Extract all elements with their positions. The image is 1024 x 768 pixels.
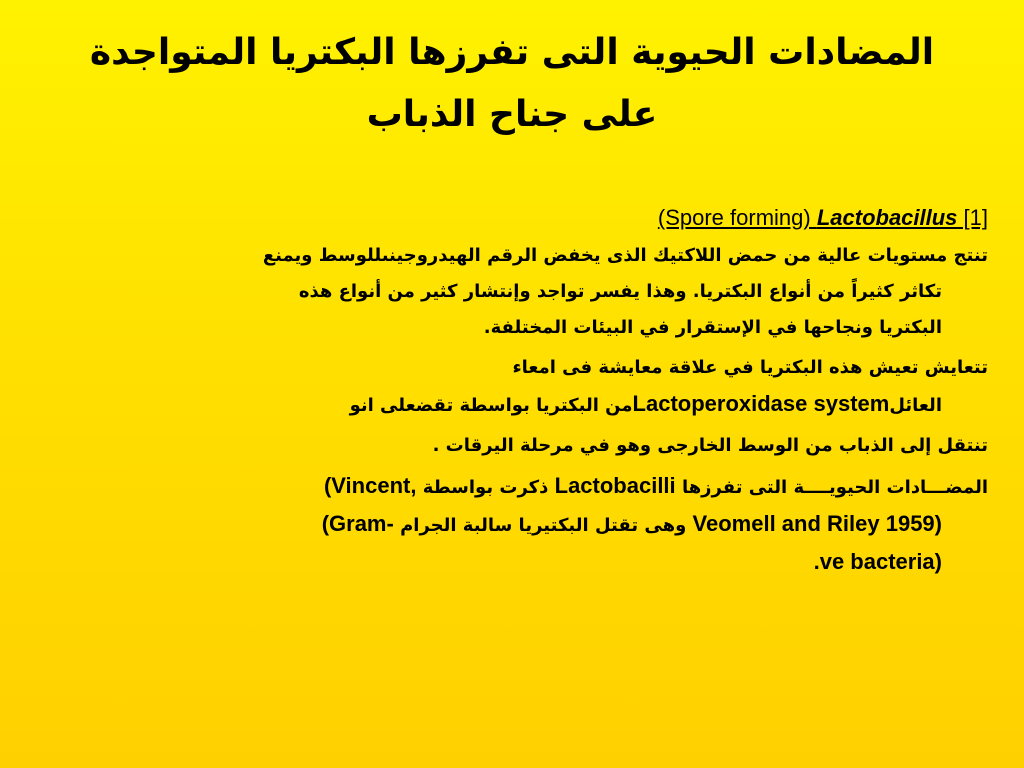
paragraph-4-line-1-start: المضـــادات الحيويــــة التى تفرزها [675, 477, 988, 498]
paragraph-1-line-2: تكاثر كثيراً من أنواع البكتريا. وهذا يفسر تواجد وإنتشار كثير من أنواع هذه [298, 281, 942, 302]
paragraph-4-line-1-mid: ذكرت بواسطة [416, 477, 555, 498]
heading-suffix: [1] [957, 205, 988, 230]
paragraph-2-line-2 [38, 386, 988, 424]
title-line-1: المضادات الحيوية التى تفرزها البكتريا المتواجدة [89, 32, 935, 73]
title-line-2: على جناح الذباب [366, 94, 658, 135]
paragraph-2-latin-term: Lactoperoxidase system [632, 391, 890, 416]
paragraph-2-line-2-end: من البكتريا بواسطة تقضعلى انو [349, 395, 633, 416]
paragraph-2-line-1: تتعايش تعيش هذه البكتريا في علاقة معايشة فى امعاء [512, 357, 988, 378]
section-heading [38, 202, 988, 234]
paragraph-1 [38, 238, 988, 346]
paragraph-3-line-1: تنتقل إلى الذباب من الوسط الخارجى وهو في مرحلة اليرقات . [432, 435, 988, 456]
paragraph-2-line-2-start: العائل [889, 395, 942, 416]
paragraph-2 [38, 350, 988, 424]
heading-emphasis: Lactobacillus [816, 205, 958, 230]
paragraph-3 [38, 428, 988, 464]
paragraph-1-line-3: البكتريا ونجاحها في الإستقرار في البيئات المختلفة. [483, 317, 942, 338]
paragraph-4-line-3 [38, 544, 988, 582]
slide-body [38, 202, 988, 586]
paragraph-4-latin-2: (Vincent, [323, 473, 417, 498]
paragraph-4-line-1 [38, 468, 988, 506]
paragraph-4 [38, 468, 988, 582]
paragraph-4-line-2-mid: وهى تقتل البكتيريا سالبة الجرام [393, 515, 693, 536]
slide-title [40, 22, 984, 146]
paragraph-4-line-2 [38, 506, 988, 544]
paragraph-4-latin-4: (Gram- [321, 511, 394, 536]
paragraph-4-latin-1: Lactobacilli [554, 473, 676, 498]
paragraph-4-latin-3: Veomell and Riley 1959) [692, 511, 942, 536]
heading-prefix: (Spore forming) [657, 205, 817, 230]
paragraph-4-latin-5: .ve bacteria) [813, 549, 942, 574]
paragraph-1-line-1: تنتج مستويات عالية من حمض اللاكتيك الذى يخفض الرقم الهيدروجينىللوسط ويمنع [262, 245, 988, 266]
